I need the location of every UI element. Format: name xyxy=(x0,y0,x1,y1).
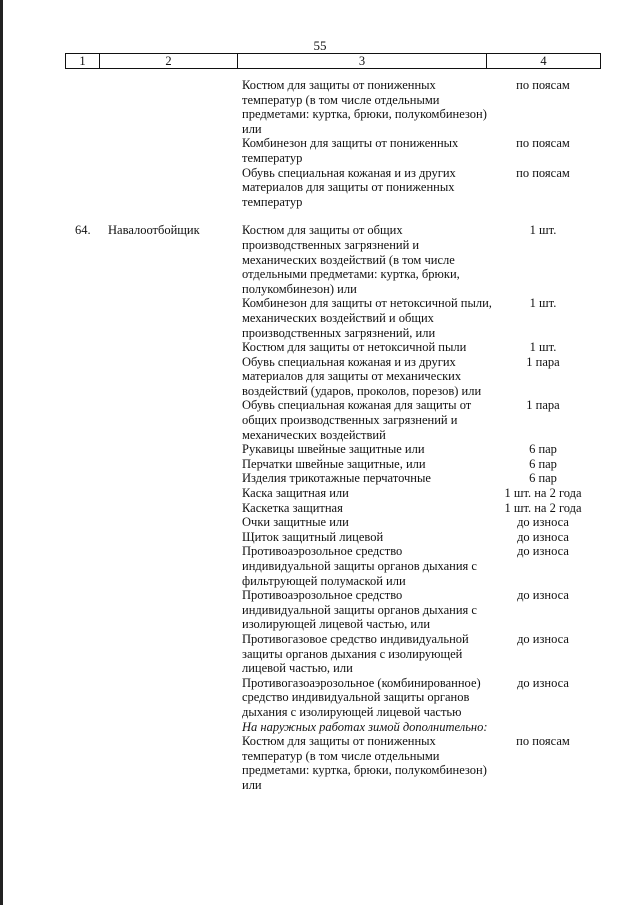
protective-item: Обувь специальная кожаная для защиты от общих производственных загрязнений и механических воздействий xyxy=(242,398,472,442)
issue-norm: по поясам xyxy=(516,165,570,180)
protective-item: Перчатки швейные защитные, или xyxy=(242,456,426,471)
table-row xyxy=(0,457,640,472)
protective-item: Костюм для защиты от нетоксичной пыли xyxy=(242,340,467,355)
column-header-4: 4 xyxy=(487,54,601,69)
profession-name: Навалоотбойщик xyxy=(108,223,200,238)
issue-norm: по поясам xyxy=(516,136,570,151)
column-header-3: 3 xyxy=(238,54,487,69)
table-row xyxy=(0,676,640,720)
protective-item: Обувь специальная кожаная и из других материалов для защиты от механических воздействий (ударов, проколов, порезов) или xyxy=(242,354,482,398)
table-row xyxy=(0,734,640,792)
column-header-1: 1 xyxy=(66,54,100,69)
column-header-table xyxy=(65,53,601,69)
table-row xyxy=(0,136,640,165)
protective-item: Рукавицы швейные защитные или xyxy=(242,442,425,457)
protective-item: Противоаэрозольное средство индивидуальной защиты органов дыхания с фильтрующей полумаской или xyxy=(242,544,477,588)
issue-norm: по поясам xyxy=(516,78,570,92)
protective-item: Противогазовое средство индивидуальной защиты органов дыхания с изолирующей лицевой частью, или xyxy=(242,631,469,676)
table-row xyxy=(0,340,640,355)
table-row xyxy=(0,296,640,340)
protective-item: Противогазоаэрозольное (комбинированное) средство индивидуальной защиты органов дыхания с изолирующей лицевой частью xyxy=(242,675,481,719)
table-row xyxy=(0,588,640,632)
issue-norm: до износа xyxy=(517,544,569,559)
page-number: 55 xyxy=(313,38,327,53)
table-row xyxy=(0,223,640,296)
table-row xyxy=(0,486,640,501)
protective-item: Комбинезон для защиты от пониженных температур xyxy=(242,136,459,165)
protective-item: Каска защитная или xyxy=(242,486,349,501)
issue-norm: до износа xyxy=(517,631,569,646)
issue-norm: до износа xyxy=(517,529,569,544)
column-header-row xyxy=(66,54,601,69)
issue-norm: 1 шт. xyxy=(529,223,557,238)
issue-norm: 1 шт. xyxy=(529,340,557,355)
table-row xyxy=(0,398,640,442)
protective-item: Костюм для защиты от общих производственных загрязнений и механических воздействий (в том числе отдельными предметами: куртка, брюки, полукомбинезон) или xyxy=(242,223,460,296)
table-row xyxy=(0,544,640,588)
protective-item: На наружных работах зимой дополнительно: xyxy=(242,719,488,734)
protective-item: Изделия трикотажные перчаточные xyxy=(242,471,431,486)
table-row xyxy=(0,166,640,210)
issue-norm: до износа xyxy=(517,588,569,603)
row-spacer xyxy=(0,209,640,223)
issue-norm: 6 пар xyxy=(529,442,557,457)
table-row xyxy=(0,355,640,399)
protective-item: Противоаэрозольное средство индивидуальной защиты органов дыхания с изолирующей лицевой частью, или xyxy=(242,588,477,632)
protective-item: Костюм для защиты от пониженных температур (в том числе отдельными предметами: куртка, брюки, полукомбинезон) или xyxy=(242,78,487,136)
issue-norm: 1 пара xyxy=(526,398,560,413)
table-row xyxy=(0,632,640,676)
issue-norm: 1 шт. на 2 года xyxy=(504,500,582,515)
issue-norm: до износа xyxy=(517,675,569,690)
issue-norm: 6 пар xyxy=(529,456,557,471)
issue-norm: 1 шт. на 2 года xyxy=(504,486,582,501)
column-header-2: 2 xyxy=(100,54,238,69)
table-row xyxy=(0,501,640,516)
table-row xyxy=(0,530,640,545)
protective-item: Щиток защитный лицевой xyxy=(242,529,384,544)
protective-item: Костюм для защиты от пониженных температур (в том числе отдельными предметами: куртка, брюки, полукомбинезон) или xyxy=(242,734,487,792)
table-row xyxy=(0,720,640,735)
protective-item: Каскетка защитная xyxy=(242,500,343,515)
table-row xyxy=(0,78,640,136)
table-row xyxy=(0,471,640,486)
protective-item: Очки защитные или xyxy=(242,515,349,530)
table-row xyxy=(0,515,640,530)
issue-norm: 1 пара xyxy=(526,354,560,369)
protective-item: Комбинезон для защиты от нетоксичной пыли, механических воздействий и общих производственных загрязнений, или xyxy=(242,296,492,340)
issue-norm: до износа xyxy=(517,515,569,530)
issue-norm: по поясам xyxy=(516,734,570,749)
issue-norm: 1 шт. xyxy=(529,296,557,311)
protective-item: Обувь специальная кожаная и из других материалов для защиты от пониженных температур xyxy=(242,165,456,209)
table-body xyxy=(0,78,640,793)
row-number: 64. xyxy=(75,223,91,238)
issue-norm: 6 пар xyxy=(529,471,557,486)
table-row xyxy=(0,442,640,457)
